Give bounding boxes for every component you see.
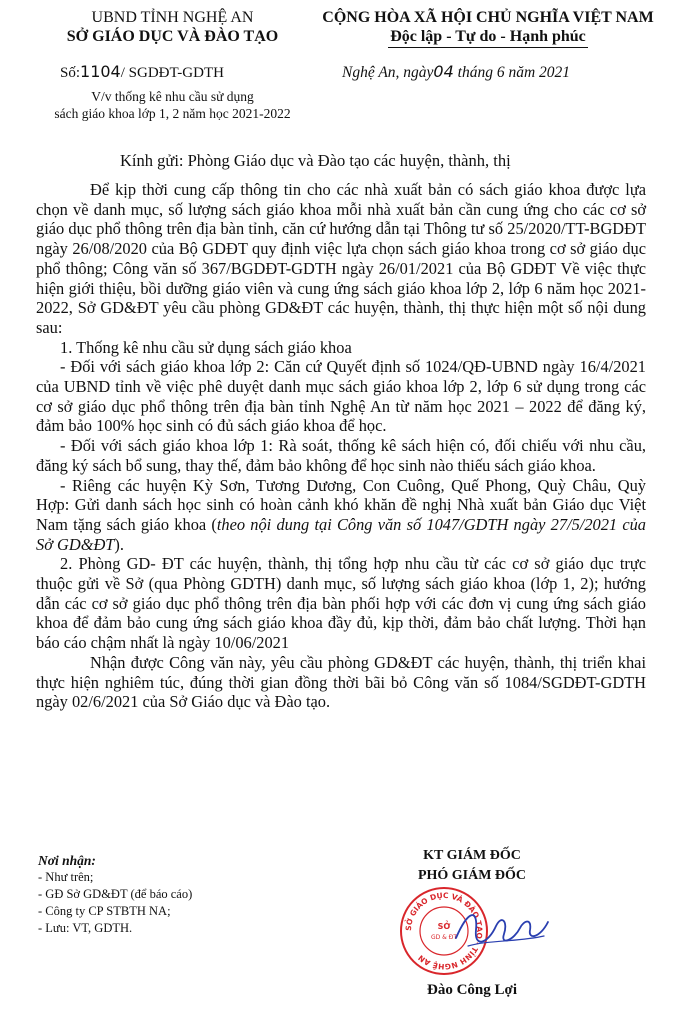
- issuer-block: [30, 8, 315, 46]
- closing-paragraph: Nhận được Công văn này, yêu cầu phòng GD&ĐT các huyện, thành, thị triển khai thực hiện nghiêm túc, đúng thời gian đồng thời bãi bỏ Công văn số 1084/SGDĐT-GDTH ngày 02/6/2021 của Sở Giáo dục và Đào tạo.: [36, 652, 646, 712]
- sign-line-2: PHÓ GIÁM ĐỐC: [417, 868, 527, 883]
- recipients-list: [38, 852, 288, 937]
- date-day: 04: [433, 62, 454, 81]
- issue-date: [342, 62, 570, 82]
- recipients-title: Nơi nhận:: [38, 853, 96, 868]
- signatory-title: [392, 846, 552, 886]
- recipient-item: - Công ty CP STBTH NA;: [38, 904, 171, 918]
- item-2: 2. Phòng GD- ĐT các huyện, thành, thị tổng hợp nhu cầu từ các cơ sở giáo dục trực thuộc gửi về Sở (qua Phòng GDTH) danh mục, số lượng sách giáo khoa (lớp 1, 2); hướng dẫn các cơ sở giáo dục phổ thông trên địa bàn phối hợp với các đơn vị cung ứng sách giáo khoa để đảm bảo cung ứng sách giáo khoa đầy đủ, kịp thời, đảm bảo chất lượng. Thời hạn báo cáo chậm nhất là ngày 10/06/2021: [36, 554, 646, 653]
- document-number: [60, 62, 224, 82]
- number-prefix: Số:: [60, 65, 81, 81]
- item-1-c-text: - Riêng các huyện Kỳ Sơn, Tương Dương, Con Cuông, Quế Phong, Quỳ Châu, Quỳ Hợp: Gửi danh sách học sinh có hoàn cảnh khó khăn đề nghị Nhà xuất bản Giáo dục Việt Nam tặng sách giáo khoa (: [36, 475, 646, 534]
- date-prefix: Nghệ An, ngày: [342, 64, 434, 81]
- recipient-item: - Như trên;: [38, 870, 94, 884]
- item-1-c-italic: theo nội dung tại Công văn số 1047/GDTH ngày 27/5/2021 của Sở GD&ĐT: [36, 514, 646, 554]
- item-1-b: - Đối với sách giáo khoa lớp 1: Rà soát, thống kê sách hiện có, đối chiếu với nhu cầu, đăng ký sách bổ sung, thay thế, đảm bảo không để học sinh nào thiếu sách giáo khoa.: [36, 436, 646, 475]
- nation-title: CỘNG HÒA XÃ HỘI CHỦ NGHĨA VIỆT NAM: [322, 9, 654, 26]
- item-1-title: 1. Thống kê nhu cầu sử dụng sách giáo khoa: [60, 337, 352, 357]
- svg-text:GD & ĐT: GD & ĐT: [430, 934, 458, 941]
- motto: Độc lập - Tự do - Hạnh phúc: [390, 28, 586, 45]
- signer-name: Đào Công Lợi: [427, 982, 517, 998]
- subject-line-1: V/v thống kê nhu cầu sử dụng: [91, 89, 254, 104]
- agency-name: UBND TỈNH NGHỆ AN: [91, 9, 254, 26]
- svg-text:SỞ GIÁO DỤC VÀ ĐÀO TẠO · TỈNH: SỞ GIÁO DỤC VÀ ĐÀO TẠO · TỈNH NGHỆ AN: [403, 890, 485, 972]
- recipient-item: - Lưu: VT, GDTH.: [38, 921, 133, 935]
- handwritten-signature: [448, 900, 558, 960]
- letter-body: [36, 180, 646, 712]
- item-1-c-end: ).: [114, 534, 124, 554]
- recipient-line: Kính gửi: Phòng Giáo dục và Đào tạo các huyện, thành, thị: [120, 151, 511, 170]
- date-rest: tháng 6 năm 2021: [453, 64, 571, 81]
- subject-block: [30, 88, 315, 122]
- item-1-a: - Đối với sách giáo khoa lớp 2: Căn cứ Quyết định số 1024/QĐ-UBND ngày 16/4/2021 của UBND tỉnh về việc phê duyệt danh mục sách giáo khoa lớp 2, lớp 6 sử dụng trong các cơ sở giáo dục phổ thông trên địa bàn tỉnh Nghệ An từ năm học 2021 – 2022 để đăng ký, đảm bảo 100% học sinh có đủ sách giáo khoa để học.: [36, 357, 646, 436]
- item-1-c: [36, 476, 646, 555]
- number-handwritten: 1104: [80, 62, 121, 81]
- recipient-item: - GĐ Sở GD&ĐT (để báo cáo): [38, 887, 193, 901]
- department-name: SỞ GIÁO DỤC VÀ ĐÀO TẠO: [66, 28, 279, 45]
- intro-paragraph: Để kịp thời cung cấp thông tin cho các nhà xuất bản có sách giáo khoa được lựa chọn về danh mục, số lượng sách giáo khoa mỗi nhà xuất bản cần cung ứng cho các cơ sở giáo dục phổ thông trên địa bàn tỉnh, căn cứ hướng dẫn tại Thông tư số 25/2020/TT-BGDĐT ngày 26/08/2020 của Bộ GDĐT quy định việc lựa chọn sách giáo khoa trong cơ sở giáo dục phổ thông; Công văn số 367/BGDĐT-GDTH ngày 26/01/2021 của Bộ GDĐT Về việc thực hiện giới thiệu, bồi dưỡng giáo viên và cung ứng sách giáo khoa lớp 2, lớp 6 năm học 2021-2022, Sở GD&ĐT yêu cầu phòng GD&ĐT các huyện, thành, thị thực hiện một số nội dung sau:: [36, 180, 646, 337]
- svg-text:SỞ: SỞ: [437, 922, 451, 931]
- sign-line-1: KT GIÁM ĐỐC: [423, 848, 521, 863]
- subject-line-2: sách giáo khoa lớp 1, 2 năm học 2021-2022: [54, 106, 291, 121]
- number-suffix: / SGDĐT-GDTH: [120, 65, 224, 81]
- national-header: [318, 8, 658, 48]
- motto-underline: [388, 47, 588, 48]
